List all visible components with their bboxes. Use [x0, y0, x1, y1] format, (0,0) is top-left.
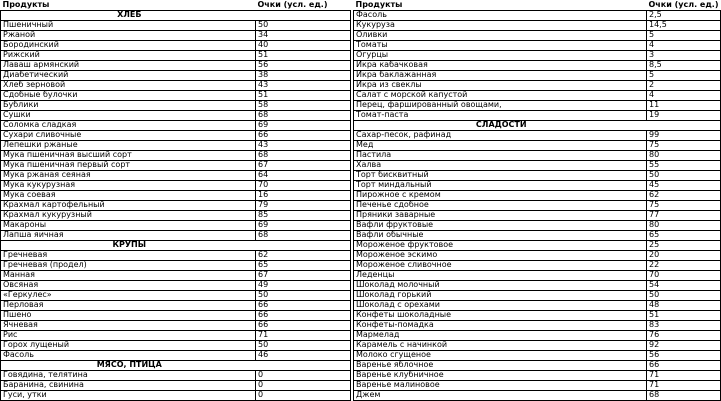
points-value-cell: 55 [647, 160, 721, 170]
points-value-cell: 48 [647, 300, 721, 310]
table-row [354, 240, 721, 250]
product-name-cell: Томат-паста [354, 110, 647, 120]
product-name-cell: Рис [1, 330, 256, 340]
table-row [354, 180, 721, 190]
points-value-cell: 0 [256, 380, 351, 390]
product-name-cell: Варенье клубничное [354, 370, 647, 380]
points-value-cell: 51 [256, 50, 351, 60]
table-row [1, 270, 351, 280]
table-row [1, 180, 351, 190]
product-name-cell: Соломка сладкая [1, 120, 256, 130]
product-name-cell: Варенье малиновое [354, 380, 647, 390]
table-row [1, 310, 351, 320]
points-value-cell: 67 [256, 270, 351, 280]
table-row [354, 20, 721, 30]
product-name-cell: Гречневая (продел) [1, 260, 256, 270]
points-value-cell: 75 [647, 200, 721, 210]
product-name-cell: Шоколад с орехами [354, 300, 647, 310]
points-value-cell: 0 [256, 390, 351, 400]
points-value-cell: 45 [647, 180, 721, 190]
table-row [1, 120, 351, 130]
points-value-cell: 76 [647, 330, 721, 340]
table-row [1, 30, 351, 40]
points-value-cell: 43 [256, 80, 351, 90]
points-value-cell: 66 [256, 310, 351, 320]
table-row [354, 370, 721, 380]
product-name-cell: Сдобные булочки [1, 90, 256, 100]
product-name-cell: Мороженое фруктовое [354, 240, 647, 250]
table-row [1, 150, 351, 160]
points-value-cell: 25 [647, 240, 721, 250]
table-row [1, 320, 351, 330]
points-value-cell: 38 [256, 70, 351, 80]
product-name-cell: Конфеты-помадка [354, 320, 647, 330]
product-name-cell: Икра из свеклы [354, 80, 647, 90]
table-row [354, 280, 721, 290]
table-row [1, 370, 351, 380]
points-value-cell: 54 [647, 280, 721, 290]
table-row [1, 380, 351, 390]
product-name-cell: Сахар-песок, рафинад [354, 130, 647, 140]
table-row [354, 310, 721, 320]
table-row [354, 70, 721, 80]
points-value-cell: 68 [256, 110, 351, 120]
points-value-cell: 19 [647, 110, 721, 120]
table-row [354, 230, 721, 240]
table-row [1, 300, 351, 310]
product-name-cell: Мука кукурузная [1, 180, 256, 190]
points-value-cell: 62 [256, 250, 351, 260]
product-name-cell: Мука ржаная сеяная [1, 170, 256, 180]
product-name-cell: Торт миндальный [354, 180, 647, 190]
column-header-product: Продукты [1, 0, 256, 10]
section-row [1, 10, 351, 20]
product-name-cell: Макароны [1, 220, 256, 230]
table-row [354, 40, 721, 50]
points-value-cell: 70 [256, 180, 351, 190]
product-name-cell: Пшено [1, 310, 256, 320]
points-value-cell: 50 [256, 290, 351, 300]
product-name-cell: Бублики [1, 100, 256, 110]
points-value-cell: 71 [647, 370, 721, 380]
table-row [354, 50, 721, 60]
product-name-cell: Говядина, телятина [1, 370, 256, 380]
table-row [1, 100, 351, 110]
table-row [354, 90, 721, 100]
table-row [1, 50, 351, 60]
product-name-cell: Оливки [354, 30, 647, 40]
left-header-row [1, 0, 351, 10]
product-name-cell: Манная [1, 270, 256, 280]
product-name-cell: Шоколад молочный [354, 280, 647, 290]
section-heading: СЛАДОСТИ [354, 120, 647, 130]
product-name-cell: Мороженое сливочное [354, 260, 647, 270]
points-value-cell: 50 [647, 170, 721, 180]
points-value-cell: 77 [647, 210, 721, 220]
product-name-cell: Шоколад горький [354, 290, 647, 300]
product-name-cell: Лепешки ржаные [1, 140, 256, 150]
points-value-cell: 2 [647, 80, 721, 90]
table-row [354, 350, 721, 360]
product-name-cell: Джем [354, 390, 647, 400]
points-value-cell: 65 [647, 230, 721, 240]
product-name-cell: Леденцы [354, 270, 647, 280]
table-row [354, 220, 721, 230]
product-name-cell: Крахмал кукурузный [1, 210, 256, 220]
product-name-cell: Хлеб зерновой [1, 80, 256, 90]
product-name-cell: Перец, фаршированный овощами, [354, 100, 647, 110]
product-name-cell: Мука пшеничная высший сорт [1, 150, 256, 160]
section-row [1, 360, 351, 370]
product-name-cell: Гуси, утки [1, 390, 256, 400]
product-name-cell: Фасоль [354, 10, 647, 20]
right-header-row [354, 0, 721, 10]
table-row [354, 330, 721, 340]
points-value-cell: 83 [647, 320, 721, 330]
table-row [354, 170, 721, 180]
points-value-cell: 92 [647, 340, 721, 350]
column-header-product: Продукты [354, 0, 647, 10]
table-row [1, 280, 351, 290]
table-row [354, 210, 721, 220]
product-name-cell: Диабетический [1, 70, 256, 80]
product-name-cell: Рижский [1, 50, 256, 60]
product-name-cell: Сушки [1, 110, 256, 120]
points-value-cell: 49 [256, 280, 351, 290]
product-name-cell: Вафли фруктовые [354, 220, 647, 230]
points-value-cell: 5 [647, 30, 721, 40]
points-value-cell: 80 [647, 150, 721, 160]
points-value-cell: 99 [647, 130, 721, 140]
product-name-cell: Томаты [354, 40, 647, 50]
table-row [1, 170, 351, 180]
table-row [354, 130, 721, 140]
product-name-cell: Лапша яичная [1, 230, 256, 240]
table-row [1, 350, 351, 360]
product-name-cell: Икра кабачковая [354, 60, 647, 70]
points-value-cell: 70 [647, 270, 721, 280]
points-value-cell: 8,5 [647, 60, 721, 70]
table-row [1, 130, 351, 140]
points-value-cell: 16 [256, 190, 351, 200]
table-row [1, 250, 351, 260]
section-row [354, 120, 721, 130]
points-value-cell: 3 [647, 50, 721, 60]
points-value-cell: 85 [256, 210, 351, 220]
table-row [1, 20, 351, 30]
product-name-cell: Пирожное с кремом [354, 190, 647, 200]
table-row [1, 110, 351, 120]
product-name-cell: Карамель с начинкой [354, 340, 647, 350]
table-row [354, 140, 721, 150]
points-value-cell: 66 [647, 360, 721, 370]
product-name-cell: Мука соевая [1, 190, 256, 200]
points-value-cell: 66 [256, 320, 351, 330]
table-row [1, 80, 351, 90]
points-value-cell: 68 [256, 230, 351, 240]
table-row [354, 260, 721, 270]
section-heading: КРУПЫ [1, 240, 256, 250]
points-value-cell: 14,5 [647, 20, 721, 30]
points-value-cell: 58 [256, 100, 351, 110]
product-name-cell: Икра баклажанная [354, 70, 647, 80]
table-row [354, 80, 721, 90]
points-value-cell: 34 [256, 30, 351, 40]
points-value-cell: 40 [256, 40, 351, 50]
points-value-cell: 64 [256, 170, 351, 180]
product-name-cell: Горох лущеный [1, 340, 256, 350]
table-row [354, 110, 721, 120]
table-row [1, 220, 351, 230]
points-value-cell: 75 [647, 140, 721, 150]
product-name-cell: Торт бисквитный [354, 170, 647, 180]
table-row [1, 260, 351, 270]
points-value-cell: 43 [256, 140, 351, 150]
table-row [1, 330, 351, 340]
points-value-cell: 4 [647, 90, 721, 100]
points-value-cell: 71 [647, 380, 721, 390]
product-name-cell: Салат с морской капустой [354, 90, 647, 100]
product-name-cell: Конфеты шоколадные [354, 310, 647, 320]
table-row [1, 340, 351, 350]
table-row [1, 40, 351, 50]
section-blank-cell [256, 360, 351, 370]
product-name-cell: Пряники заварные [354, 210, 647, 220]
table-row [354, 200, 721, 210]
points-value-cell: 11 [647, 100, 721, 110]
product-name-cell: Огурцы [354, 50, 647, 60]
table-row [354, 290, 721, 300]
product-name-cell: Мороженое эскимо [354, 250, 647, 260]
table-row [1, 70, 351, 80]
points-value-cell: 66 [256, 130, 351, 140]
product-name-cell: «Геркулес» [1, 290, 256, 300]
table-row [1, 90, 351, 100]
table-row [354, 320, 721, 330]
points-value-cell: 79 [256, 200, 351, 210]
table-row [1, 290, 351, 300]
product-name-cell: Кукуруза [354, 20, 647, 30]
table-row [1, 390, 351, 400]
points-value-cell: 56 [256, 60, 351, 70]
points-value-cell: 50 [256, 340, 351, 350]
points-value-cell: 51 [256, 90, 351, 100]
points-value-cell: 0 [256, 370, 351, 380]
product-name-cell: Лаваш армянский [1, 60, 256, 70]
table-row [1, 160, 351, 170]
points-value-cell: 65 [256, 260, 351, 270]
points-value-cell: 50 [647, 290, 721, 300]
table-row [1, 210, 351, 220]
product-name-cell: Печенье сдобное [354, 200, 647, 210]
product-name-cell: Пастила [354, 150, 647, 160]
table-row [354, 360, 721, 370]
table-row [354, 270, 721, 280]
product-name-cell: Пшеничный [1, 20, 256, 30]
table-row [354, 190, 721, 200]
table-row [1, 140, 351, 150]
table-row [1, 60, 351, 70]
table-row [354, 60, 721, 70]
table-row [1, 190, 351, 200]
points-value-cell: 62 [647, 190, 721, 200]
product-name-cell: Ячневая [1, 320, 256, 330]
table-row [1, 230, 351, 240]
section-blank-cell [256, 10, 351, 20]
points-value-cell: 50 [256, 20, 351, 30]
product-name-cell: Ржаной [1, 30, 256, 40]
product-name-cell: Молоко сгущеное [354, 350, 647, 360]
points-value-cell: 20 [647, 250, 721, 260]
points-value-cell: 67 [256, 160, 351, 170]
product-name-cell: Сухари сливочные [1, 130, 256, 140]
product-name-cell: Фасоль [1, 350, 256, 360]
product-name-cell: Овсяная [1, 280, 256, 290]
product-name-cell: Крахмал картофельный [1, 200, 256, 210]
points-value-cell: 2,5 [647, 10, 721, 20]
table-row [354, 390, 721, 400]
product-name-cell: Мука пшеничная первый сорт [1, 160, 256, 170]
section-heading: МЯСО, ПТИЦА [1, 360, 256, 370]
points-value-cell: 68 [647, 390, 721, 400]
table-row [354, 30, 721, 40]
product-name-cell: Мармелад [354, 330, 647, 340]
table-row [354, 10, 721, 20]
table-row [354, 150, 721, 160]
points-value-cell: 56 [647, 350, 721, 360]
product-name-cell: Баранина, свинина [1, 380, 256, 390]
points-value-cell: 22 [647, 260, 721, 270]
product-name-cell: Бородинский [1, 40, 256, 50]
left-table [0, 0, 351, 401]
product-name-cell: Перловая [1, 300, 256, 310]
section-heading: ХЛЕБ [1, 10, 256, 20]
points-value-cell: 66 [256, 300, 351, 310]
points-value-cell: 51 [647, 310, 721, 320]
section-row [1, 240, 351, 250]
product-name-cell: Халва [354, 160, 647, 170]
points-value-cell: 80 [647, 220, 721, 230]
points-value-cell: 69 [256, 220, 351, 230]
points-value-cell: 69 [256, 120, 351, 130]
product-name-cell: Вафли обычные [354, 230, 647, 240]
table-row [354, 340, 721, 350]
points-value-cell: 46 [256, 350, 351, 360]
table-row [1, 200, 351, 210]
table-row [354, 250, 721, 260]
product-name-cell: Мед [354, 140, 647, 150]
table-row [354, 100, 721, 110]
table-row [354, 380, 721, 390]
column-header-points: Очки (усл. ед.) [648, 0, 719, 9]
product-name-cell: Варенье яблочное [354, 360, 647, 370]
points-value-cell: 5 [647, 70, 721, 80]
table-row [354, 160, 721, 170]
points-value-cell: 4 [647, 40, 721, 50]
section-blank-cell [647, 120, 721, 130]
section-blank-cell [256, 240, 351, 250]
points-value-cell: 68 [256, 150, 351, 160]
product-name-cell: Гречневая [1, 250, 256, 260]
table-row [354, 300, 721, 310]
column-header-points: Очки (усл. ед.) [256, 0, 351, 10]
right-table [353, 0, 721, 401]
points-value-cell: 71 [256, 330, 351, 340]
